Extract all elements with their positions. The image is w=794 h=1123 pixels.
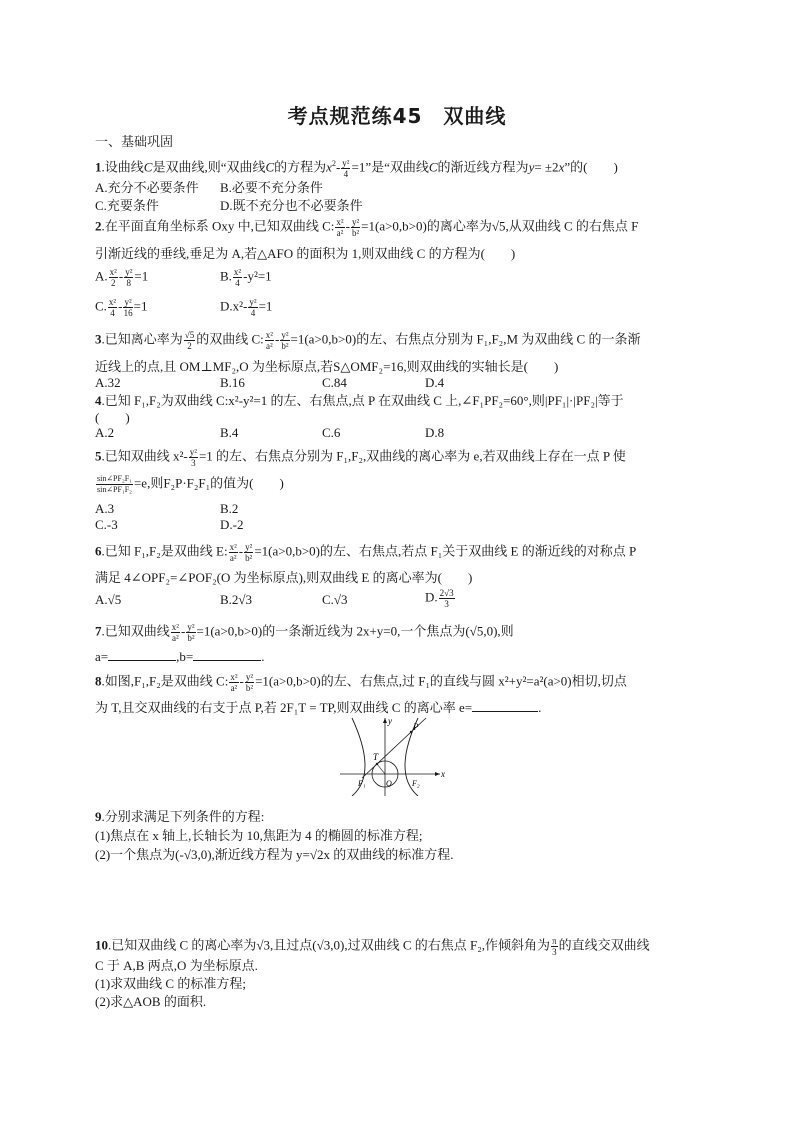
question-2-line-2: 引渐近线的垂线,垂足为 A,若△AFO 的面积为 1,则双曲线 C 的方程为( ): [95, 246, 516, 261]
option-b: B.必要不充分条件: [220, 180, 323, 195]
question-1: 1.设曲线C是双曲线,则“双曲线C的方程为$x^2-$ $\frac{\text{y²}}{4}$ =1”是“双曲线C的渐近线方程为y= ±2x”的( ): [95, 157, 618, 179]
label-P: P: [413, 722, 419, 732]
question-9-part-1: (1)焦点在 x 轴上,长轴长为 10,焦距为 4 的椭圆的标准方程;: [95, 828, 423, 843]
x-axis-arrow: [435, 772, 440, 776]
question-10-line-2: C 于 A,B 两点,O 为坐标原点.: [95, 958, 258, 973]
point-P: [410, 731, 412, 733]
option-b: B.4: [220, 425, 239, 440]
question-10-part-2: (2)求△AOB 的面积.: [95, 994, 207, 1009]
question-10: 10.已知双曲线 C 的离心率为√3,且过点(√3,0),过双曲线 C 的右焦点 F₂,作倾斜角为 $\frac{\pi}{3}$ 的直线交双曲线: [95, 936, 650, 957]
point-T: [376, 763, 378, 765]
option-d: D.4: [425, 375, 445, 390]
option-b: B. $\frac{\text{x²}}{4}$ -y²=1: [220, 267, 272, 288]
question-6: 6.已知 F₁,F₂是双曲线 E: $\frac{\text{x²}}{\text{a²}}$ - $\frac{\text{y²}}{\text{b²}}$ =1(a>0,b>0)的左、右焦点,若点 F₁关于双曲线 E 的渐近线的对称点 P: [95, 542, 637, 563]
label-T: T: [373, 752, 379, 762]
option-c: C.充要条件: [95, 198, 159, 213]
question-9-part-2: (2)一个焦点为(-√3,0),渐近线方程为 y=√2x 的双曲线的标准方程.: [95, 847, 454, 862]
label-x: x: [441, 769, 445, 779]
option-a: A.√5: [95, 592, 122, 607]
label-F2: F₂: [412, 779, 420, 788]
question-4-line-2: ( ): [95, 410, 130, 425]
hyperbola-figure: [340, 716, 455, 796]
question-number: 3: [95, 331, 102, 347]
question-number: 10: [95, 937, 108, 953]
question-5-line-2: $\frac{\text{sin∠PF₂F₁}}{\text{sin∠PF₁F₂}}$ =e,则F₂P·F₂F₁的值为( ): [97, 474, 284, 494]
option-d: D.-2: [220, 517, 244, 532]
question-3-line-2: 近线上的点,且 OM⊥MF₂,O 为坐标原点,若S△OMF₂=16,则双曲线的实轴长是( ): [95, 359, 559, 374]
option-a: A.充分不必要条件: [95, 180, 199, 195]
question-3: 3.已知离心率为 $\frac{√5}{2}$ 的双曲线 C: $\frac{\text{x²}}{\text{a²}}$ - $\frac{\text{y²}}{\text{b²}}$ =1(a>0,b>0)的左、右焦点分别为 F₁,F₂,M 为双曲线 C 的一条渐: [95, 330, 641, 351]
option-d: D.x²- $\frac{\text{y²}}{4}$ =1: [220, 297, 273, 318]
y-axis-arrow: [383, 718, 387, 723]
question-7: 7.已知双曲线 $\frac{\text{x²}}{\text{a²}}$ - $\frac{\text{y²}}{\text{b²}}$ =1(a>0,b>0)的一条渐近线为 2x+y=0,一个焦点为(√5,0),则: [95, 622, 514, 643]
label-O: O: [386, 779, 392, 788]
label-F1: F₁: [358, 779, 366, 788]
question-7-line-2: a= ,b= .: [95, 649, 265, 664]
question-number: 9: [95, 809, 102, 824]
option-c: C.6: [322, 425, 341, 440]
option-d: D. $\frac{2√3}{3}$: [425, 588, 454, 609]
option-b: B.2√3: [220, 592, 253, 607]
option-c: C.-3: [95, 517, 118, 532]
option-c: C. $\frac{\text{x²}}{4}$ - $\frac{\text{y²}}{16}$ =1: [95, 297, 148, 318]
question-8: 8.如图,F₁,F₂是双曲线 C: $\frac{\text{x²}}{\text{a²}}$ - $\frac{\text{y²}}{\text{b²}}$ =1(a>0,b>0)的左、右焦点,过 F₁的直线与圆 x²+y²=a²(a>0)相切,切点: [95, 672, 627, 693]
question-4: 4.已知 F₁,F₂为双曲线 C:x²-y²=1 的左、右焦点,点 P 在双曲线 C 上,∠F₁PF₂=60°,则|PF₁|·|PF₂|等于: [95, 393, 624, 408]
question-number: 1: [95, 159, 102, 175]
label-y: y: [388, 716, 392, 726]
page-title: 考点规范练45 双曲线: [287, 104, 507, 128]
option-a: A. $\frac{\text{x²}}{2}$ - $\frac{\text{y²}}{8}$ =1: [95, 267, 149, 288]
question-number: 7: [95, 623, 102, 639]
question-number: 5: [95, 448, 102, 464]
option-b: B.2: [220, 501, 239, 516]
option-b: B.16: [220, 375, 245, 390]
question-number: 4: [95, 393, 102, 408]
option-a: A.2: [95, 425, 115, 440]
option-c: C.√3: [322, 592, 348, 607]
question-number: 2: [95, 218, 102, 234]
fraction: $\frac{\text{y²}}{4}$: [342, 157, 350, 179]
question-2: 2.在平面直角坐标系 Oxy 中,已知双曲线 C: $\frac{\text{x²}}{\text{a²}}$ - $\frac{\text{y²}}{\text{b²}}$ =1(a>0,b>0)的离心率为√5,从双曲线 C 的右焦点 F: [95, 217, 639, 238]
option-d: D.8: [425, 425, 445, 440]
question-10-part-1: (1)求双曲线 C 的标准方程;: [95, 976, 246, 991]
question-5: 5.已知双曲线 x²- $\frac{\text{y²}}{3}$ =1 的左、右焦点分别为 F₁,F₂,双曲线的离心率为 e,若双曲线上存在一点 P 使: [95, 447, 626, 468]
question-9: 9.分别求满足下列条件的方程:: [95, 809, 265, 824]
option-a: A.32: [95, 375, 121, 390]
question-number: 8: [95, 673, 102, 689]
answer-blank-e[interactable]: [472, 699, 538, 712]
answer-blank-a[interactable]: [108, 648, 176, 661]
option-c: C.84: [322, 375, 347, 390]
option-d: D.既不充分也不必要条件: [220, 198, 363, 213]
answer-blank-b[interactable]: [193, 648, 261, 661]
question-number: 6: [95, 543, 102, 559]
option-a: A.3: [95, 501, 115, 516]
section-heading: 一、基础巩固: [95, 135, 174, 150]
question-8-line-2: 为 T,且交双曲线的右支于点 P,若 2F₁T = TP,则双曲线 C 的离心率 e= .: [95, 700, 542, 715]
question-6-line-2: 满足 4∠OPF₂=∠POF₂(O 为坐标原点),则双曲线 E 的离心率为( ): [95, 570, 473, 585]
radius-OT: [377, 764, 385, 774]
